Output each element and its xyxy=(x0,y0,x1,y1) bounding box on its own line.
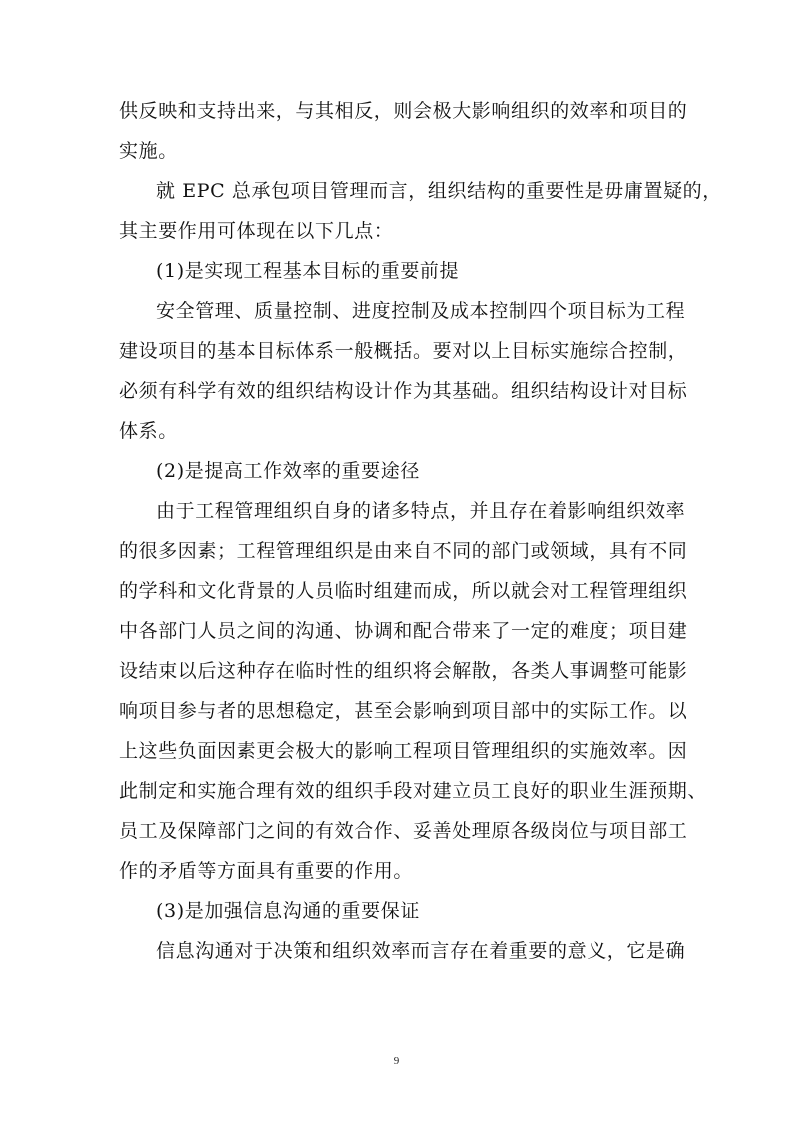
text-line: 建设项目的基本目标体系一般概括。要对以上目标实施综合控制， xyxy=(119,340,688,362)
text-line: 中各部门人员之间的沟通、协调和配合带来了一定的难度；项目建 xyxy=(119,620,688,642)
text-line: 必须有科学有效的组织结构设计作为其基础。组织结构设计对目标 xyxy=(119,380,688,402)
page-number: 9 xyxy=(393,1055,400,1067)
text-line: 体系。 xyxy=(119,420,178,442)
body-text xyxy=(119,91,722,971)
paragraph-start-line: 由于工程管理组织自身的诸多特点，并且存在着影响组织效率 xyxy=(156,500,686,522)
paragraph-start-line: 信息沟通对于决策和组织效率而言存在着重要的意义，它是确 xyxy=(156,940,686,962)
text-line: 其主要作用可体现在以下几点： xyxy=(119,220,394,242)
text-line: 此制定和实施合理有效的组织手段对建立员工良好的职业生涯预期、 xyxy=(119,780,708,802)
text-line: 实施。 xyxy=(119,140,178,162)
text-line: 上这些负面因素更会极大的影响工程项目管理组织的实施效率。因 xyxy=(119,740,688,762)
text-line: 供反映和支持出来，与其相反，则会极大影响组织的效率和项目的 xyxy=(119,100,688,122)
paragraph-start-line: 安全管理、质量控制、进度控制及成本控制四个项目标为工程 xyxy=(156,300,686,322)
text-line: 的学科和文化背景的人员临时组建而成，所以就会对工程管理组织 xyxy=(119,580,688,602)
section-heading-3: (3)是加强信息沟通的重要保证 xyxy=(156,900,420,922)
section-heading-1: (1)是实现工程基本目标的重要前提 xyxy=(156,260,460,282)
section-heading-2: (2)是提高工作效率的重要途径 xyxy=(156,460,420,482)
text-line: 响项目参与者的思想稳定，甚至会影响到项目部中的实际工作。以 xyxy=(119,700,688,722)
text-line: 员工及保障部门之间的有效合作、妥善处理原各级岗位与项目部工 xyxy=(119,820,688,842)
paragraph-start-line: 就 EPC 总承包项目管理而言，组织结构的重要性是毋庸置疑的， xyxy=(156,180,722,202)
text-line: 的很多因素；工程管理组织是由来自不同的部门或领域，具有不同 xyxy=(119,540,688,562)
text-line: 作的矛盾等方面具有重要的作用。 xyxy=(119,860,414,882)
text-line: 设结束以后这种存在临时性的组织将会解散，各类人事调整可能影 xyxy=(119,660,688,682)
